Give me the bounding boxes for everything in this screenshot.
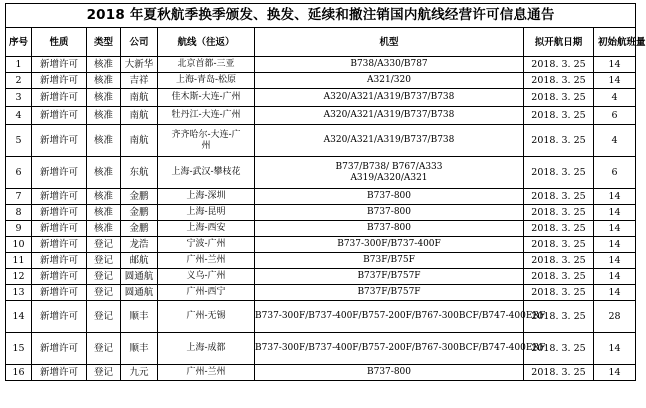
cell-date: 2018. 3. 25 [524, 73, 594, 89]
cell-no: 9 [6, 221, 32, 237]
cell-model-line: B737-800 [366, 223, 411, 233]
cell-no: 4 [6, 107, 32, 125]
table-row [6, 301, 636, 333]
table-row [6, 365, 636, 381]
col-header-type: 类型 [87, 28, 121, 57]
cell-route [158, 269, 255, 285]
cell-model-line: B737-800 [366, 367, 411, 377]
cell-no: 5 [6, 125, 32, 157]
cell-route [158, 57, 255, 73]
cell-route-line: 上海-西安 [186, 223, 226, 233]
cell-flights: 14 [594, 189, 636, 205]
cell-model [255, 205, 524, 221]
cell-route [158, 221, 255, 237]
cell-model-line: B738/A330/B787 [350, 59, 428, 69]
cell-date: 2018. 3. 25 [524, 57, 594, 73]
cell-flights: 28 [594, 301, 636, 333]
cell-flights: 14 [594, 73, 636, 89]
table-row [6, 73, 636, 89]
cell-model [255, 301, 546, 333]
cell-flights: 14 [594, 57, 636, 73]
cell-route-line: 上海-深圳 [186, 191, 226, 201]
cell-model [255, 189, 524, 205]
cell-type: 核准 [87, 89, 121, 107]
table-row [6, 89, 636, 107]
cell-flights: 14 [594, 365, 636, 381]
document-title: 2018 年夏秋航季换季颁发、换发、延续和撤注销国内航线经营许可信息通告 [6, 4, 636, 28]
cell-route [158, 333, 255, 365]
cell-company: 金鹏 [121, 189, 158, 205]
cell-date: 2018. 3. 25 [524, 333, 594, 365]
cell-nature: 新增许可 [32, 253, 87, 269]
cell-date: 2018. 3. 25 [524, 107, 594, 125]
cell-flights: 6 [594, 157, 636, 189]
cell-date: 2018. 3. 25 [524, 189, 594, 205]
cell-no: 13 [6, 285, 32, 301]
cell-model [255, 157, 524, 189]
cell-model [255, 57, 524, 73]
cell-company: 顺丰 [121, 301, 158, 333]
cell-date: 2018. 3. 25 [524, 157, 594, 189]
cell-model [255, 125, 524, 157]
cell-nature: 新增许可 [32, 189, 87, 205]
cell-date: 2018. 3. 25 [524, 285, 594, 301]
cell-nature: 新增许可 [32, 73, 87, 89]
cell-route-line: 广州-兰州 [186, 367, 226, 377]
cell-type: 核准 [87, 221, 121, 237]
cell-date: 2018. 3. 25 [524, 89, 594, 107]
cell-date: 2018. 3. 25 [524, 301, 594, 333]
cell-company: 南航 [121, 107, 158, 125]
cell-route-line: 广州-兰州 [186, 255, 226, 265]
cell-model [255, 253, 524, 269]
cell-model-line: A321/320 [367, 75, 411, 85]
cell-company: 金鹏 [121, 205, 158, 221]
cell-route [158, 237, 255, 253]
cell-route-line: 州 [201, 140, 211, 151]
cell-model [255, 89, 524, 107]
table-row [6, 285, 636, 301]
cell-route [158, 205, 255, 221]
cell-company: 大新华 [121, 57, 158, 73]
cell-type: 核准 [87, 157, 121, 189]
cell-model [255, 333, 546, 365]
cell-route [158, 189, 255, 205]
cell-route [158, 73, 255, 89]
cell-model-line: B737-800 [366, 191, 411, 201]
cell-type: 登记 [87, 253, 121, 269]
cell-no: 1 [6, 57, 32, 73]
cell-no: 12 [6, 269, 32, 285]
cell-route [158, 89, 255, 107]
table-row [6, 125, 636, 157]
cell-route-line: 上海-武汉-攀枝花 [171, 167, 241, 177]
cell-no: 10 [6, 237, 32, 253]
cell-type: 核准 [87, 57, 121, 73]
cell-nature: 新增许可 [32, 333, 87, 365]
cell-flights: 14 [594, 333, 636, 365]
cell-company: 吉祥 [121, 73, 158, 89]
cell-flights: 14 [594, 221, 636, 237]
table-row [6, 253, 636, 269]
cell-nature: 新增许可 [32, 237, 87, 253]
cell-model [255, 73, 524, 89]
cell-no: 3 [6, 89, 32, 107]
cell-company: 东航 [121, 157, 158, 189]
col-header-nature: 性质 [32, 28, 87, 57]
cell-route-line: 宁波-广州 [186, 239, 226, 249]
cell-date: 2018. 3. 25 [524, 221, 594, 237]
cell-model-line: A320/A321/A319/B737/B738 [323, 110, 455, 120]
cell-nature: 新增许可 [32, 269, 87, 285]
cell-type: 登记 [87, 333, 121, 365]
cell-no: 16 [6, 365, 32, 381]
cell-flights: 6 [594, 107, 636, 125]
col-header-company: 公司 [121, 28, 158, 57]
cell-no: 14 [6, 301, 32, 333]
cell-nature: 新增许可 [32, 57, 87, 73]
cell-flights: 4 [594, 125, 636, 157]
cell-route-line: 广州-无锡 [186, 311, 226, 321]
cell-route [158, 125, 255, 157]
cell-route-line: 齐齐哈尔-大连-广 [171, 129, 241, 140]
cell-nature: 新增许可 [32, 157, 87, 189]
cell-company: 南航 [121, 89, 158, 107]
cell-type: 登记 [87, 237, 121, 253]
cell-type: 登记 [87, 285, 121, 301]
cell-no: 6 [6, 157, 32, 189]
table-row [6, 237, 636, 253]
cell-route-line: 上海-昆明 [186, 207, 226, 217]
table-row [6, 107, 636, 125]
cell-route-line: 上海-青岛-松原 [175, 75, 237, 85]
cell-route [158, 301, 255, 333]
table-row [6, 205, 636, 221]
cell-company: 南航 [121, 125, 158, 157]
cell-nature: 新增许可 [32, 365, 87, 381]
cell-model-line: B737F/B757F [357, 287, 421, 297]
cell-route [158, 365, 255, 381]
cell-date: 2018. 3. 25 [524, 253, 594, 269]
cell-no: 11 [6, 253, 32, 269]
cell-no: 8 [6, 205, 32, 221]
cell-no: 15 [6, 333, 32, 365]
cell-company: 金鹏 [121, 221, 158, 237]
table-row [6, 189, 636, 205]
cell-flights: 14 [594, 237, 636, 253]
cell-type: 核准 [87, 107, 121, 125]
cell-route [158, 253, 255, 269]
cell-model-line: B737-800 [366, 207, 411, 217]
cell-route-line: 义乌-广州 [186, 271, 226, 281]
cell-type: 登记 [87, 301, 121, 333]
col-header-no: 序号 [6, 28, 32, 57]
cell-route-line: 北京首都-三亚 [177, 59, 235, 69]
cell-type: 核准 [87, 205, 121, 221]
cell-route [158, 285, 255, 301]
table-header-row [6, 28, 636, 57]
cell-date: 2018. 3. 25 [524, 205, 594, 221]
cell-company: 圆通航 [121, 285, 158, 301]
cell-nature: 新增许可 [32, 125, 87, 157]
cell-nature: 新增许可 [32, 285, 87, 301]
cell-model [255, 107, 524, 125]
table-row [6, 269, 636, 285]
cell-date: 2018. 3. 25 [524, 365, 594, 381]
cell-flights: 14 [594, 253, 636, 269]
cell-model-line: B737F/B757F [357, 271, 421, 281]
cell-route [158, 107, 255, 125]
cell-model [255, 237, 524, 253]
cell-model-line: B737-300F/B737-400F/B757-200F/B767-300BCF/B747-400ERF [255, 311, 546, 321]
cell-flights: 4 [594, 89, 636, 107]
cell-model [255, 269, 524, 285]
cell-model-line: B73F/B75F [363, 255, 415, 265]
notice-document [5, 3, 646, 381]
cell-model-line: B737-300F/B737-400F [337, 239, 441, 249]
cell-model [255, 285, 524, 301]
cell-flights: 14 [594, 205, 636, 221]
cell-no: 2 [6, 73, 32, 89]
cell-nature: 新增许可 [32, 205, 87, 221]
table-row [6, 221, 636, 237]
cell-nature: 新增许可 [32, 89, 87, 107]
cell-flights: 14 [594, 269, 636, 285]
cell-model-line: B737/B738/ B767/A333 [335, 161, 443, 172]
table-body [6, 57, 636, 381]
cell-model [255, 221, 524, 237]
cell-route-line: 上海-成都 [186, 343, 226, 353]
cell-type: 核准 [87, 189, 121, 205]
table-row [6, 333, 636, 365]
col-header-date: 拟开航日期 [524, 28, 594, 57]
cell-model-line: B737-300F/B737-400F/B757-200F/B767-300BCF/B747-400ERF [255, 343, 546, 353]
cell-model-line: A320/A321/A319/B737/B738 [323, 135, 455, 145]
cell-model-line: A320/A321/A319/B737/B738 [323, 92, 455, 102]
cell-route-line: 牡丹江-大连-广州 [171, 110, 241, 120]
cell-no: 7 [6, 189, 32, 205]
cell-route [158, 157, 255, 189]
col-header-flights: 初始航班量 [594, 28, 636, 57]
cell-nature: 新增许可 [32, 107, 87, 125]
cell-type: 登记 [87, 269, 121, 285]
cell-flights: 14 [594, 285, 636, 301]
cell-type: 核准 [87, 125, 121, 157]
cell-type: 登记 [87, 365, 121, 381]
cell-company: 圆通航 [121, 269, 158, 285]
table-row [6, 57, 636, 73]
cell-route-line: 佳木斯-大连-广州 [171, 92, 241, 102]
cell-nature: 新增许可 [32, 221, 87, 237]
cell-nature: 新增许可 [32, 301, 87, 333]
cell-company: 龙浩 [121, 237, 158, 253]
cell-company: 九元 [121, 365, 158, 381]
cell-date: 2018. 3. 25 [524, 269, 594, 285]
cell-model [255, 365, 524, 381]
cell-date: 2018. 3. 25 [524, 237, 594, 253]
col-header-route: 航线（往返） [158, 28, 255, 57]
cell-type: 核准 [87, 73, 121, 89]
col-header-model: 机型 [255, 28, 524, 57]
cell-route-line: 广州-西宁 [186, 287, 226, 297]
cell-date: 2018. 3. 25 [524, 125, 594, 157]
cell-model-line: A319/A320/A321 [350, 172, 428, 183]
cell-company: 顺丰 [121, 333, 158, 365]
cell-company: 邮航 [121, 253, 158, 269]
table-row [6, 157, 636, 189]
license-table [5, 3, 646, 381]
